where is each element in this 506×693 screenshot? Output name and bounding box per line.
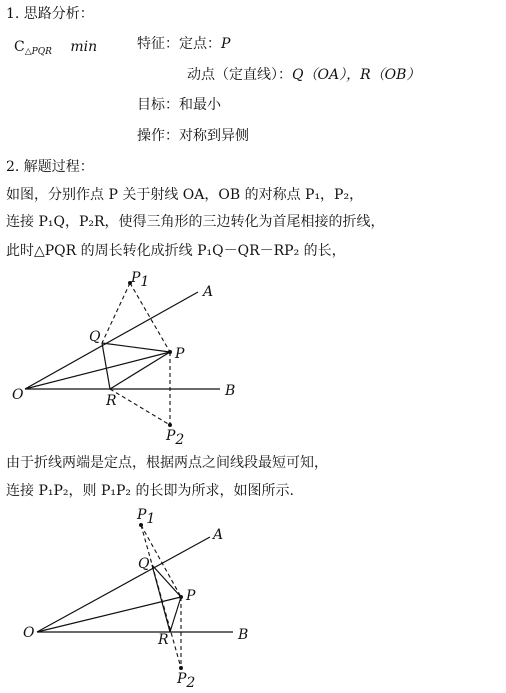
goal-line: 目标：和最小 xyxy=(137,97,221,113)
section1-title: 1. 思路分析： xyxy=(6,6,94,22)
ray-oa-2 xyxy=(37,537,210,632)
label-p2: P2 xyxy=(166,428,185,448)
label-b-2: B xyxy=(238,627,249,643)
operation-line: 操作：对称到异侧 xyxy=(137,128,249,144)
solution-line-3: 此时△PQR 的周长转化成折线 P₁Q－QR－RP₂ 的长， xyxy=(6,243,346,259)
solution-line-4: 由于折线两端是定点，根据两点之间线段最短可知， xyxy=(6,455,328,471)
label-r-2: R xyxy=(158,632,169,648)
label-a-2: A xyxy=(213,527,224,543)
label-q: Q xyxy=(89,329,101,345)
feature-point: P xyxy=(221,36,231,52)
label-o-2: O xyxy=(23,625,35,641)
label-p2-2: P2 xyxy=(177,671,196,691)
c-symbol: C xyxy=(14,39,25,55)
label-p: P xyxy=(175,346,185,362)
segment-pr-2 xyxy=(170,597,181,632)
section2-title: 2. 解题过程： xyxy=(6,159,94,175)
label-p1-2: P1 xyxy=(137,507,156,527)
segment-op-2 xyxy=(37,597,181,632)
point-p2-2 xyxy=(179,666,183,670)
label-q-2: Q xyxy=(138,556,150,572)
label-o: O xyxy=(12,387,24,403)
moving-q: Q（OA）， xyxy=(292,67,361,83)
solution-line-2: 连接 P₁Q，P₂R，使得三角形的三边转化为首尾相接的折线， xyxy=(6,214,385,230)
solution-line-1: 如图，分别作点 P 关于射线 OA，OB 的对称点 P₁，P₂， xyxy=(6,187,364,203)
feature-label: 特征：定点： xyxy=(137,36,221,52)
solution-line-5: 连接 P₁P₂，则 P₁P₂ 的长即为所求，如图所示. xyxy=(6,483,294,499)
label-p-2: P xyxy=(186,588,196,604)
label-p1: P1 xyxy=(131,270,150,290)
point-p1-2 xyxy=(139,523,143,527)
label-r: R xyxy=(106,393,117,409)
label-b: B xyxy=(225,383,236,399)
moving-label: 动点（定直线）： xyxy=(187,67,292,83)
min-label: min xyxy=(70,39,98,55)
c-subscript: △PQR xyxy=(24,47,52,57)
label-a: A xyxy=(203,284,214,300)
moving-r: R（OB） xyxy=(360,67,421,83)
point-p-2 xyxy=(179,595,183,599)
